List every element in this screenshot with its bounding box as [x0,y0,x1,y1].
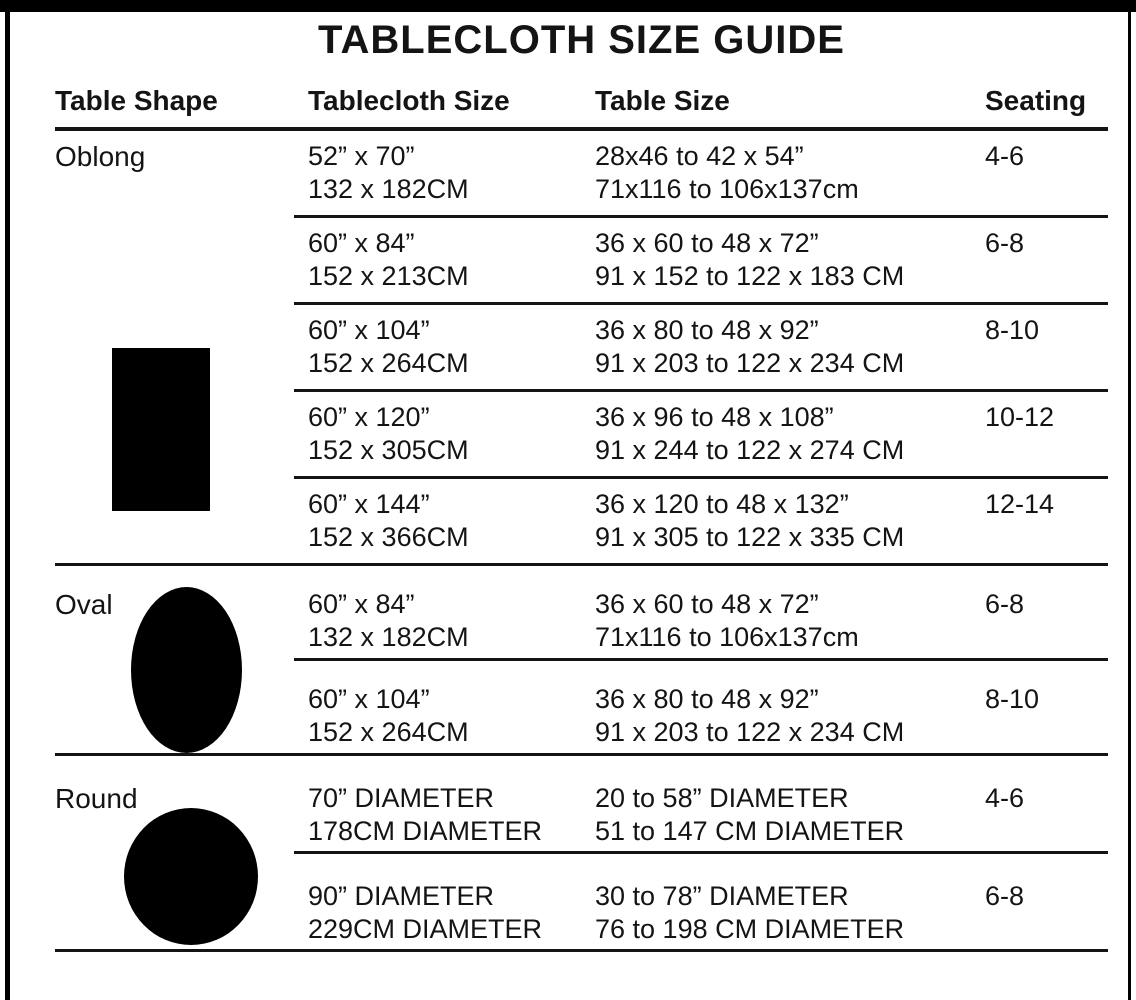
seating-cell: 6-8 [985,228,1025,258]
seating-cell: 8-10 [985,315,1040,345]
table-size-cell: 36 x 80 to 48 x 92” 91 x 203 to 122 x 234 CM [595,315,905,378]
right-scan-border [1128,0,1131,1000]
table-size-cell: 36 x 96 to 48 x 108” 91 x 244 to 122 x 274 CM [595,402,905,465]
table-size-cell: 30 to 78” DIAMETER 76 to 198 CM DIAMETER [595,881,905,944]
round-circle-icon [124,808,258,945]
seating-cell: 10-12 [985,402,1055,432]
shape-label-oblong: Oblong [55,141,146,172]
guide-content [55,0,1108,952]
seating-cell: 4-6 [985,783,1025,813]
section-oblong [55,131,1108,563]
table-row [294,851,1108,949]
left-scan-border [5,0,10,1000]
seating-cell: 8-10 [985,684,1040,714]
column-header-tablecloth-size: Tablecloth Size [308,85,510,116]
table-row [294,215,1108,302]
table-row [294,302,1108,389]
seating-cell: 6-8 [985,881,1025,911]
table-row [294,658,1108,753]
shape-cell-round [55,756,294,949]
table-size-cell: 36 x 60 to 48 x 72” 91 x 152 to 122 x 183 CM [595,228,905,291]
tablecloth-size-cell: 60” x 120” 152 x 305CM [308,402,469,465]
tablecloth-size-cell: 60” x 104” 152 x 264CM [308,315,469,378]
table-row [294,131,1108,215]
oblong-rectangle-icon [112,348,210,511]
table-size-cell: 20 to 58” DIAMETER 51 to 147 CM DIAMETER [595,783,905,846]
tablecloth-size-cell: 90” DIAMETER 229CM DIAMETER [308,881,543,944]
seating-cell: 6-8 [985,589,1025,619]
round-rows [294,756,1108,949]
table-size-cell: 36 x 60 to 48 x 72” 71x116 to 106x137cm [595,589,859,652]
shape-label-oval: Oval [55,589,113,620]
table-size-cell: 36 x 80 to 48 x 92” 91 x 203 to 122 x 234 CM [595,684,905,747]
section-oval [55,563,1108,753]
column-header-table-size: Table Size [595,85,730,116]
table-size-cell: 28x46 to 42 x 54” 71x116 to 106x137cm [595,141,859,204]
shape-cell-oval [55,566,294,753]
shape-label-round: Round [55,783,138,814]
table-row [294,389,1108,476]
column-header-table-shape: Table Shape [55,85,218,116]
shape-cell-oblong [55,131,294,563]
tablecloth-size-cell: 60” x 84” 152 x 213CM [308,228,469,291]
oblong-rows [294,131,1108,563]
section-round [55,753,1108,952]
table-row [294,476,1108,563]
tablecloth-size-cell: 70” DIAMETER 178CM DIAMETER [308,783,543,846]
tablecloth-size-cell: 60” x 104” 152 x 264CM [308,684,469,747]
column-header-seating: Seating [985,85,1087,116]
oval-ellipse-icon [131,587,242,753]
table-header-row [55,86,1108,131]
seating-cell: 12-14 [985,489,1055,519]
tablecloth-size-cell: 60” x 84” 132 x 182CM [308,589,469,652]
tablecloth-size-cell: 60” x 144” 152 x 366CM [308,489,469,552]
page-title: TABLECLOTH SIZE GUIDE [318,18,845,62]
oval-rows [294,566,1108,753]
table-row [294,756,1108,851]
tablecloth-size-cell: 52” x 70” 132 x 182CM [308,141,469,204]
table-row [294,566,1108,658]
seating-cell: 4-6 [985,141,1025,171]
table-size-cell: 36 x 120 to 48 x 132” 91 x 305 to 122 x 335 CM [595,489,905,552]
